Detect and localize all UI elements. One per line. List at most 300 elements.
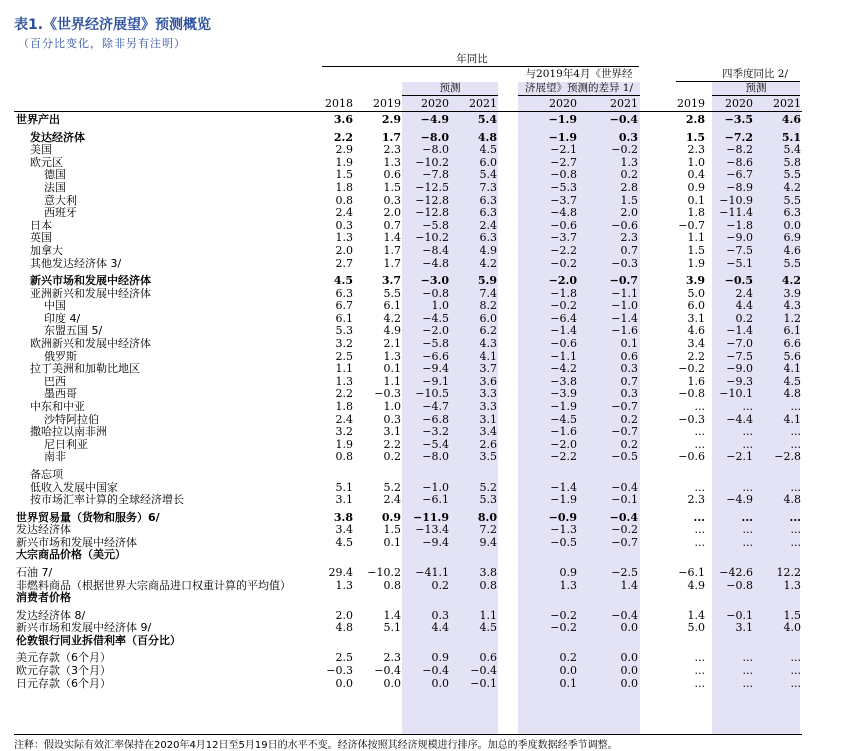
row-label: 日元存款（6个月） bbox=[16, 676, 111, 690]
table-cell: 0.1 bbox=[620, 337, 638, 350]
table-cell: 4.8 bbox=[477, 130, 497, 144]
year-header-1: 2019 bbox=[373, 97, 401, 110]
row-label: 尼日利亚 bbox=[44, 437, 88, 451]
table-cell: 4.8 bbox=[783, 387, 801, 401]
table-cell: 5.3 bbox=[335, 324, 353, 338]
table-cell: 6.0 bbox=[687, 299, 705, 313]
table-cell: 0.6 bbox=[479, 651, 497, 665]
table-cell: −3.9 bbox=[550, 387, 577, 401]
table-cell: 3.9 bbox=[685, 274, 705, 287]
table-cell: 4.3 bbox=[783, 299, 801, 313]
year-header-4: 2020 bbox=[549, 97, 577, 110]
table-cell: ... bbox=[790, 523, 801, 537]
table-cell: 1.6 bbox=[687, 374, 705, 388]
table-cell: −1.4 bbox=[550, 324, 577, 338]
table-cell: 2.4 bbox=[335, 206, 353, 220]
table-cell: −6.1 bbox=[678, 565, 705, 579]
table-cell: −10.2 bbox=[415, 231, 449, 245]
table-row bbox=[0, 257, 859, 270]
table-cell: 0.8 bbox=[335, 193, 353, 207]
header-rule-q4-forecast bbox=[712, 95, 800, 96]
table-cell: 1.7 bbox=[383, 256, 401, 270]
table-cell: −12.5 bbox=[415, 180, 449, 194]
table-cell: −0.2 bbox=[678, 362, 705, 376]
table-cell: ... bbox=[742, 400, 753, 413]
table-cell: −8.9 bbox=[726, 180, 753, 194]
row-label: 石油 7/ bbox=[16, 565, 53, 579]
table-cell: 2.5 bbox=[335, 651, 353, 665]
table-cell: −1.9 bbox=[550, 400, 577, 413]
table-row bbox=[0, 536, 859, 549]
row-label: 东盟五国 5/ bbox=[44, 324, 103, 338]
table-cell: 5.1 bbox=[383, 621, 401, 635]
table-cell: −0.3 bbox=[611, 256, 638, 270]
table-cell: 1.3 bbox=[620, 155, 638, 169]
table-cell: −1.9 bbox=[550, 493, 577, 507]
table-cell: 1.3 bbox=[783, 578, 801, 592]
table-cell: −4.7 bbox=[422, 400, 449, 413]
table-cell: −0.4 bbox=[609, 113, 638, 126]
table-cell: 6.0 bbox=[479, 155, 497, 169]
table-cell: −7.5 bbox=[726, 243, 753, 257]
table-row bbox=[0, 511, 859, 524]
table-cell: −12.8 bbox=[415, 193, 449, 207]
table-cell: 2.9 bbox=[381, 113, 401, 126]
table-cell: 0.9 bbox=[431, 651, 449, 665]
table-cell: −0.6 bbox=[550, 337, 577, 350]
table-cell: −0.2 bbox=[550, 299, 577, 313]
table-cell: 7.2 bbox=[479, 523, 497, 537]
row-label: 新兴市场和发展中经济体 bbox=[30, 274, 151, 287]
table-cell: 4.5 bbox=[335, 535, 353, 549]
table-cell: 1.9 bbox=[687, 256, 705, 270]
table-cell: −5.4 bbox=[422, 437, 449, 451]
table-cell: −0.7 bbox=[609, 274, 638, 287]
table-cell: 2.1 bbox=[383, 337, 401, 350]
table-cell: −1.8 bbox=[726, 218, 753, 232]
table-cell: −0.8 bbox=[678, 387, 705, 401]
table-cell: 0.7 bbox=[383, 218, 401, 232]
table-cell: 5.2 bbox=[479, 480, 497, 494]
table-cell: −4.4 bbox=[726, 412, 753, 426]
table-cell: 3.5 bbox=[479, 450, 497, 464]
table-cell: −0.4 bbox=[611, 608, 638, 622]
table-cell: −2.0 bbox=[548, 274, 577, 287]
table-cell: −3.7 bbox=[550, 231, 577, 245]
table-cell: −41.1 bbox=[415, 565, 449, 579]
table-cell: ... bbox=[694, 523, 705, 537]
table-cell: −5.1 bbox=[726, 256, 753, 270]
table-cell: ... bbox=[694, 663, 705, 677]
table-cell: ... bbox=[742, 663, 753, 677]
table-cell: −1.1 bbox=[611, 286, 638, 300]
row-label: 欧洲新兴和发展中经济体 bbox=[30, 337, 151, 350]
table-row bbox=[0, 438, 859, 451]
table-cell: −0.1 bbox=[470, 676, 497, 690]
table-cell: 1.8 bbox=[335, 180, 353, 194]
table-cell: 3.2 bbox=[335, 337, 353, 350]
table-cell: 3.1 bbox=[335, 493, 353, 507]
table-cell: ... bbox=[790, 676, 801, 690]
table-cell: −6.1 bbox=[422, 493, 449, 507]
table-cell: 6.9 bbox=[783, 231, 801, 245]
table-cell: −0.2 bbox=[611, 143, 638, 157]
table-row bbox=[0, 362, 859, 375]
table-cell: −2.1 bbox=[550, 143, 577, 157]
table-cell: 4.6 bbox=[781, 113, 801, 126]
table-cell: −1.9 bbox=[548, 113, 577, 126]
table-row bbox=[0, 143, 859, 156]
table-row bbox=[0, 481, 859, 494]
row-label: 巴西 bbox=[44, 374, 66, 388]
table-cell: −7.5 bbox=[726, 349, 753, 363]
table-cell: 0.2 bbox=[735, 311, 753, 325]
table-cell: −6.4 bbox=[550, 311, 577, 325]
table-cell: 4.5 bbox=[333, 274, 353, 287]
table-cell: 0.0 bbox=[620, 651, 638, 665]
table-cell: 3.8 bbox=[479, 565, 497, 579]
table-row bbox=[0, 664, 859, 677]
table-cell: 0.2 bbox=[431, 578, 449, 592]
header-diff-line1: 与2019年4月《世界经 bbox=[525, 68, 633, 80]
table-cell: −1.6 bbox=[550, 425, 577, 439]
table-cell: 29.4 bbox=[328, 565, 353, 579]
table-row bbox=[0, 400, 859, 413]
row-label: 发达经济体 bbox=[16, 523, 71, 537]
table-row bbox=[0, 287, 859, 300]
table-cell: 0.9 bbox=[381, 510, 401, 524]
table-cell: 4.2 bbox=[781, 274, 801, 287]
table-row bbox=[0, 468, 859, 481]
table-cell: 2.7 bbox=[335, 256, 353, 270]
table-cell: 2.8 bbox=[620, 180, 638, 194]
row-label: 世界贸易量（货物和服务）6/ bbox=[16, 510, 160, 524]
table-cell: −1.3 bbox=[550, 523, 577, 537]
table-cell: 0.2 bbox=[620, 437, 638, 451]
table-cell: −9.1 bbox=[422, 374, 449, 388]
table-cell: 1.1 bbox=[479, 608, 497, 622]
table-row bbox=[0, 548, 859, 561]
table-cell: −0.6 bbox=[550, 218, 577, 232]
table-cell: 2.0 bbox=[335, 243, 353, 257]
table-row bbox=[0, 493, 859, 506]
table-row bbox=[0, 523, 859, 536]
table-cell: −0.7 bbox=[678, 218, 705, 232]
row-label: 俄罗斯 bbox=[44, 349, 77, 363]
table-cell: 0.0 bbox=[620, 676, 638, 690]
year-header-5: 2021 bbox=[610, 97, 638, 110]
header-rule-forecast bbox=[402, 95, 498, 96]
table-cell: 6.1 bbox=[383, 299, 401, 313]
table-cell: −0.4 bbox=[422, 663, 449, 677]
table-cell: 2.3 bbox=[687, 493, 705, 507]
table-cell: ... bbox=[789, 510, 801, 524]
table-cell: 2.0 bbox=[620, 206, 638, 220]
table-cell: 6.3 bbox=[335, 286, 353, 300]
table-cell: −4.8 bbox=[422, 256, 449, 270]
table-cell: 4.4 bbox=[431, 621, 449, 635]
table-cell: 4.5 bbox=[479, 143, 497, 157]
table-cell: 6.1 bbox=[335, 311, 353, 325]
table-cell: 5.5 bbox=[783, 256, 801, 270]
table-cell: −0.2 bbox=[550, 608, 577, 622]
table-cell: −3.2 bbox=[422, 425, 449, 439]
table-cell: 1.5 bbox=[687, 243, 705, 257]
table-cell: −9.4 bbox=[422, 535, 449, 549]
table-cell: 1.7 bbox=[381, 130, 401, 144]
table-cell: 4.0 bbox=[783, 621, 801, 635]
table-cell: 3.1 bbox=[383, 425, 401, 439]
table-cell: −10.2 bbox=[367, 565, 401, 579]
row-label: 墨西哥 bbox=[44, 387, 77, 401]
table-cell: 0.3 bbox=[620, 362, 638, 376]
table-cell: 1.5 bbox=[685, 130, 705, 144]
table-row bbox=[0, 324, 859, 337]
table-cell: −4.5 bbox=[550, 412, 577, 426]
table-cell: −0.2 bbox=[611, 523, 638, 537]
table-cell: 3.1 bbox=[687, 311, 705, 325]
row-label: 西班牙 bbox=[44, 206, 77, 220]
table-cell: 2.3 bbox=[687, 143, 705, 157]
table-cell: 1.1 bbox=[335, 362, 353, 376]
table-cell: 1.3 bbox=[335, 578, 353, 592]
table-cell: 0.0 bbox=[383, 676, 401, 690]
table-cell: ... bbox=[742, 480, 753, 494]
table-cell: −10.1 bbox=[719, 387, 753, 401]
table-cell: −4.9 bbox=[726, 493, 753, 507]
table-cell: 4.9 bbox=[383, 324, 401, 338]
table-cell: −0.8 bbox=[422, 286, 449, 300]
table-cell: −4.9 bbox=[420, 113, 449, 126]
table-row bbox=[0, 579, 859, 592]
table-cell: 1.3 bbox=[559, 578, 577, 592]
table-cell: 0.9 bbox=[559, 565, 577, 579]
table-cell: 0.2 bbox=[620, 412, 638, 426]
table-cell: 0.1 bbox=[383, 535, 401, 549]
table-cell: −0.4 bbox=[609, 510, 638, 524]
table-cell: 0.0 bbox=[335, 676, 353, 690]
table-cell: 0.2 bbox=[559, 651, 577, 665]
table-cell: 1.3 bbox=[335, 231, 353, 245]
row-label: 日本 bbox=[30, 218, 52, 232]
table-row bbox=[0, 312, 859, 325]
table-cell: 0.7 bbox=[620, 374, 638, 388]
table-cell: 1.3 bbox=[383, 349, 401, 363]
table-cell: −2.0 bbox=[550, 437, 577, 451]
table-cell: 5.1 bbox=[781, 130, 801, 144]
table-cell: −0.5 bbox=[611, 450, 638, 464]
table-cell: 6.1 bbox=[783, 324, 801, 338]
table-cell: 4.1 bbox=[783, 412, 801, 426]
table-cell: 5.6 bbox=[783, 349, 801, 363]
table-cell: 2.0 bbox=[335, 608, 353, 622]
table-cell: −8.2 bbox=[726, 143, 753, 157]
table-cell: 5.9 bbox=[477, 274, 497, 287]
table-cell: ... bbox=[694, 676, 705, 690]
year-header-7: 2020 bbox=[725, 97, 753, 110]
table-cell: 3.7 bbox=[381, 274, 401, 287]
row-label: 亚洲新兴和发展中经济体 bbox=[30, 286, 151, 300]
table-cell: 6.0 bbox=[479, 311, 497, 325]
table-cell: 6.3 bbox=[783, 206, 801, 220]
table-row bbox=[0, 337, 859, 350]
table-cell: −1.8 bbox=[550, 286, 577, 300]
table-cell: 0.6 bbox=[620, 349, 638, 363]
table-cell: 7.3 bbox=[479, 180, 497, 194]
table-cell: 0.8 bbox=[335, 450, 353, 464]
table-cell: −0.6 bbox=[678, 450, 705, 464]
table-cell: 2.5 bbox=[335, 349, 353, 363]
table-cell: −9.4 bbox=[422, 362, 449, 376]
header-yoy: 年同比 bbox=[456, 53, 488, 65]
table-cell: 3.4 bbox=[687, 337, 705, 350]
table-cell: −8.4 bbox=[422, 243, 449, 257]
table-row bbox=[0, 244, 859, 257]
table-row bbox=[0, 566, 859, 579]
table-cell: 4.4 bbox=[735, 299, 753, 313]
table-cell: ... bbox=[742, 651, 753, 665]
table-cell: ... bbox=[742, 425, 753, 439]
table-cell: 5.3 bbox=[479, 493, 497, 507]
table-cell: 3.4 bbox=[479, 425, 497, 439]
header-forecast: 预测 bbox=[439, 82, 461, 94]
table-cell: 2.3 bbox=[383, 143, 401, 157]
table-cell: 5.5 bbox=[783, 193, 801, 207]
table-row bbox=[0, 181, 859, 194]
table-cell: 6.3 bbox=[479, 231, 497, 245]
table-cell: 2.4 bbox=[735, 286, 753, 300]
table-cell: −3.7 bbox=[550, 193, 577, 207]
table-row bbox=[0, 274, 859, 287]
table-cell: 0.1 bbox=[687, 193, 705, 207]
table-cell: 1.1 bbox=[687, 231, 705, 245]
table-cell: 5.4 bbox=[479, 168, 497, 182]
table-row bbox=[0, 350, 859, 363]
table-cell: 0.9 bbox=[687, 180, 705, 194]
table-cell: 2.3 bbox=[620, 231, 638, 245]
table-cell: 7.4 bbox=[479, 286, 497, 300]
table-cell: 0.2 bbox=[620, 168, 638, 182]
table-cell: −0.3 bbox=[326, 663, 353, 677]
table-cell: ... bbox=[694, 425, 705, 439]
row-label: 备忘项 bbox=[30, 467, 63, 481]
table-cell: 1.7 bbox=[383, 243, 401, 257]
row-label: 加拿大 bbox=[30, 243, 63, 257]
table-cell: −0.5 bbox=[550, 535, 577, 549]
table-cell: 2.4 bbox=[335, 412, 353, 426]
table-cell: −12.8 bbox=[415, 206, 449, 220]
table-cell: 4.8 bbox=[335, 621, 353, 635]
table-cell: 0.8 bbox=[479, 578, 497, 592]
table-cell: 4.2 bbox=[479, 256, 497, 270]
table-row bbox=[0, 113, 859, 126]
table-cell: 1.5 bbox=[620, 193, 638, 207]
table-cell: 3.6 bbox=[333, 113, 353, 126]
table-cell: −0.2 bbox=[550, 621, 577, 635]
table-cell: ... bbox=[694, 651, 705, 665]
table-cell: ... bbox=[790, 535, 801, 549]
row-label: 南非 bbox=[44, 450, 66, 464]
table-row bbox=[0, 375, 859, 388]
row-label: 撒哈拉以南非洲 bbox=[30, 425, 107, 439]
table-cell: 1.4 bbox=[687, 608, 705, 622]
table-row bbox=[0, 591, 859, 604]
row-label: 世界产出 bbox=[16, 113, 60, 126]
table-cell: 4.5 bbox=[783, 374, 801, 388]
table-cell: −4.5 bbox=[422, 311, 449, 325]
table-cell: 0.4 bbox=[687, 168, 705, 182]
table-cell: −3.0 bbox=[420, 274, 449, 287]
table-cell: −10.9 bbox=[719, 193, 753, 207]
table-cell: −0.4 bbox=[374, 663, 401, 677]
table-cell: −13.4 bbox=[415, 523, 449, 537]
table-cell: 3.3 bbox=[479, 400, 497, 413]
table-cell: −6.6 bbox=[422, 349, 449, 363]
table-cell: ... bbox=[790, 425, 801, 439]
table-cell: 12.2 bbox=[776, 565, 801, 579]
table-cell: 3.6 bbox=[479, 374, 497, 388]
table-cell: ... bbox=[790, 437, 801, 451]
table-cell: −8.0 bbox=[422, 143, 449, 157]
table-cell: ... bbox=[790, 480, 801, 494]
table-cell: −3.8 bbox=[550, 374, 577, 388]
table-cell: −2.7 bbox=[550, 155, 577, 169]
row-label: 德国 bbox=[44, 168, 66, 182]
table-row bbox=[0, 634, 859, 647]
year-header-0: 2018 bbox=[325, 97, 353, 110]
table-cell: −0.8 bbox=[550, 168, 577, 182]
table-cell: 0.1 bbox=[383, 362, 401, 376]
table-cell: −0.1 bbox=[611, 493, 638, 507]
table-cell: ... bbox=[694, 400, 705, 413]
row-label: 新兴市场和发展中经济体 9/ bbox=[16, 621, 152, 635]
table-cell: 4.9 bbox=[687, 578, 705, 592]
table-cell: 0.3 bbox=[618, 130, 638, 144]
table-cell: ... bbox=[694, 535, 705, 549]
table-cell: 8.2 bbox=[479, 299, 497, 313]
table-cell: 0.2 bbox=[383, 450, 401, 464]
table-cell: 0.0 bbox=[783, 218, 801, 232]
table-cell: 5.5 bbox=[783, 168, 801, 182]
table-cell: 4.6 bbox=[687, 324, 705, 338]
table-cell: 2.9 bbox=[335, 143, 353, 157]
table-cell: 1.0 bbox=[687, 155, 705, 169]
table-cell: −1.1 bbox=[550, 349, 577, 363]
row-label: 其他发达经济体 3/ bbox=[30, 256, 122, 270]
header-bottom-rule bbox=[14, 111, 802, 112]
table-cell: −4.2 bbox=[550, 362, 577, 376]
table-cell: −10.2 bbox=[415, 155, 449, 169]
table-row bbox=[0, 131, 859, 144]
table-row bbox=[0, 231, 859, 244]
table-cell: −8.0 bbox=[422, 450, 449, 464]
table-row bbox=[0, 156, 859, 169]
table-row bbox=[0, 677, 859, 690]
table-cell: 5.0 bbox=[687, 286, 705, 300]
table-cell: 0.0 bbox=[431, 676, 449, 690]
header-q4: 四季度同比 2/ bbox=[721, 68, 789, 80]
table-cell: 4.5 bbox=[479, 621, 497, 635]
table-cell: 4.3 bbox=[479, 337, 497, 350]
table-subtitle: （百分比变化，除非另有注明） bbox=[18, 37, 186, 50]
table-cell: 3.1 bbox=[735, 621, 753, 635]
table-cell: 4.6 bbox=[783, 243, 801, 257]
table-cell: −2.1 bbox=[726, 450, 753, 464]
table-cell: 1.5 bbox=[383, 180, 401, 194]
table-cell: −1.9 bbox=[548, 130, 577, 144]
row-label: 欧元存款（3个月） bbox=[16, 663, 111, 677]
row-label: 印度 4/ bbox=[44, 311, 81, 325]
